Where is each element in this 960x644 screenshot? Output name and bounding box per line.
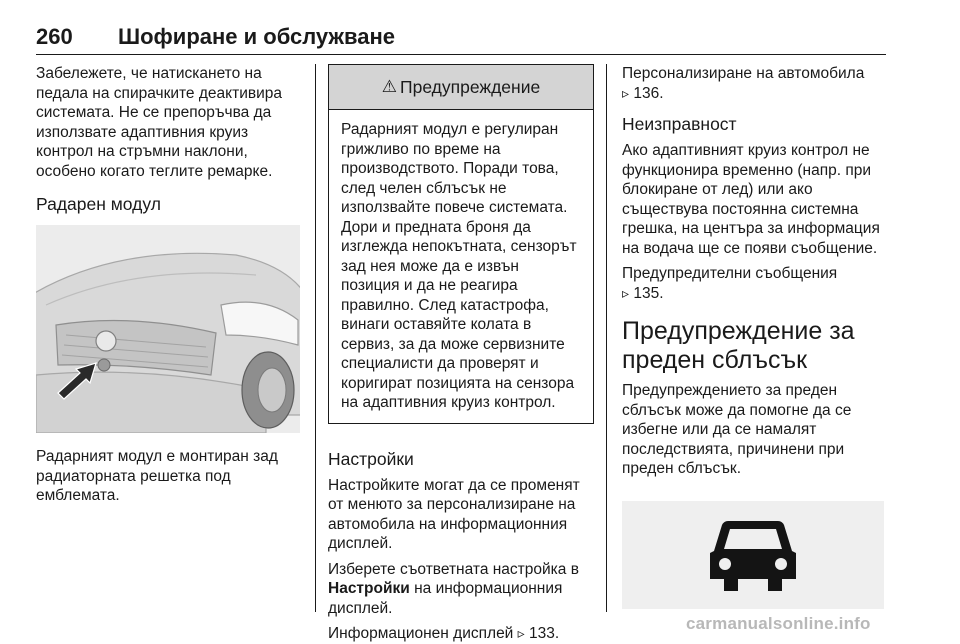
settings-paragraph-2 (328, 560, 594, 619)
warning-messages-text: Предупредителни съобщения (622, 265, 838, 282)
personalization-text: Персонализиране на автомобила (622, 65, 865, 82)
warning-title: Предупреждение (400, 76, 541, 97)
settings-text-pre: Изберете съответната настройка в (328, 560, 579, 578)
reference-arrow-icon: ▹ (622, 284, 630, 301)
heading-fault: Неизправност (622, 114, 737, 134)
column-left (36, 64, 304, 506)
warning-messages-paragraph (622, 264, 888, 303)
page-header (36, 24, 886, 55)
column-middle (328, 64, 594, 644)
page-reference-135[interactable]: 135. (633, 284, 664, 302)
heading-forward-collision: Предупреждение за преден сблъсък (622, 317, 855, 374)
reference-arrow-icon: ▹ (622, 84, 630, 101)
settings-paragraph-1: Настройките могат да се променят от менюто за персонализиране на автомобила на информационния дисплей. (328, 476, 580, 552)
column-right (622, 64, 888, 609)
warning-header (329, 65, 593, 110)
warning-triangle-icon: ⚠ (381, 77, 398, 96)
page-reference-136[interactable]: 136. (633, 84, 664, 102)
warning-box (328, 64, 594, 424)
page-reference-133[interactable]: 133. (529, 625, 560, 642)
reference-arrow-icon: ▹ (517, 625, 525, 641)
watermark: carmanualsonline.info (686, 614, 871, 633)
column-separator-1 (315, 64, 316, 612)
personalization-paragraph (622, 64, 888, 103)
settings-bold-link[interactable]: Настройки (328, 580, 410, 597)
intro-paragraph: Забележете, че натискането на педала на спирачките деактивира системата. Не се препоръчва да използвате адаптивния круиз контрол на стръмни наклони, особено когато теглите ремарке. (36, 65, 282, 180)
radar-caption: Радарният модул е монтиран зад радиаторната решетка под емблемата. (36, 448, 278, 504)
forward-collision-figure (622, 501, 884, 609)
settings-text-post: на информационния дисплей. (328, 580, 563, 617)
heading-radar-module: Радарен модул (36, 194, 161, 214)
info-display-text: Информационен дисплей (328, 625, 514, 642)
car-front-icon (708, 513, 798, 597)
radar-module-figure (36, 225, 300, 433)
car-front-photo-illustration (36, 225, 300, 433)
warning-text: Радарният модул е регулиран грижливо по време на производството. Поради това, след челен сблъсък не използвайте повече системата. Дори и предната броня да изглежда непокътната, сензорът зад нея може да е извън позиция и да не реагира правилно. След катастрофа, винаги оставяйте колата в сервиз, за да може сервизните специалисти да проверят и коригират позицията на сензора на адаптивния круиз контрол. (341, 121, 577, 411)
page-number: 260 (36, 24, 73, 49)
settings-paragraph-3 (328, 624, 594, 644)
chapter-title: Шофиране и обслужване (118, 24, 396, 49)
column-separator-2 (606, 64, 607, 612)
heading-settings: Настройки (328, 448, 414, 469)
fault-paragraph: Ако адаптивният круиз контрол не функционира временно (напр. при блокиране от лед) или ако съществува постоянна системна грешка, на центъра за информация на водача ще се появи съобщение. (622, 142, 880, 257)
warning-body (329, 110, 593, 423)
collision-paragraph: Предупреждението за преден сблъсък може да помогне да се избегне или да се намалят последствията, причинени при преден сблъсък. (622, 382, 852, 477)
